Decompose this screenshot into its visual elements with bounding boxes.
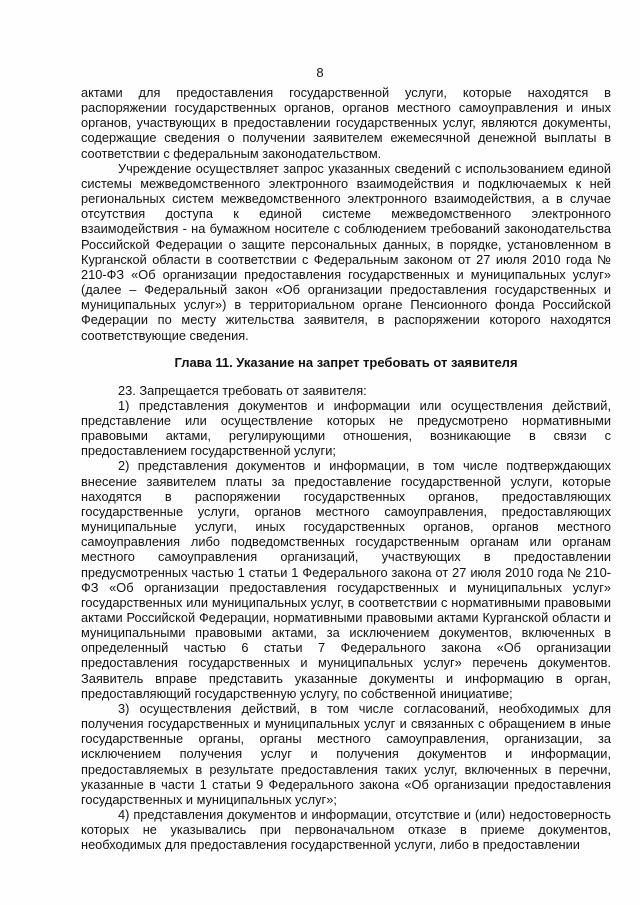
- page-number: 8: [316, 65, 324, 80]
- paragraph-subitem-3: 3) осуществления действий, в том числе согласований, необходимых для получения государственных и муниципальных услуг и связанных с обращением в иные государственные органы, органы местного самоуправления, организации, за исключением получения услуг и получения документов и информации, предоставляемых в результате предоставления таких услуг, включенных в перечни, указанные в части 1 статьи 9 Федерального закона «Об организации предоставления государственных и муниципальных услуг»;: [81, 700, 611, 807]
- paragraph-subitem-4: 4) представления документов и информации, отсутствие и (или) недостоверность которых не указывались при первоначальном отказе в приеме документов, необходимых для предоставления государственной услуги, либо в предоставлении: [81, 807, 611, 853]
- paragraph-item-23: 23. Запрещается требовать от заявителя:: [118, 382, 367, 398]
- chapter-heading: Глава 11. Указание на запрет требовать от заявителя: [174, 354, 518, 370]
- paragraph-continuation: актами для предоставления государственной услуги, которые находятся в распоряжении государственных органов, органов местного самоуправления и иных органов, участвующих в предоставлении государственных услуг, являются документы, содержащие сведения о получении заявителем ежемесячной денежной выплаты в соответствии с федеральным законодательством.: [81, 85, 611, 161]
- paragraph-subitem-2: 2) представления документов и информации, в том числе подтверждающих внесение заявителем платы за предоставление государственной услуги, которые находятся в распоряжении государственных органов, предоставляющих государственные услуги, органов местного самоуправления, предоставляющих муниципальные услуги, иных государственных органов, органов местного самоуправления либо подведомственных государственным органам или органам местного самоуправления организаций, участвующих в предоставлении предусмотренных частью 1 статьи 1 Федерального закона от 27 июля 2010 года № 210-ФЗ «Об организации предоставления государственных и муниципальных услуг» государственных или муниципальных услуг, в соответствии с нормативными правовыми актами Российской Федерации, нормативными правовыми актами Курганской области и муниципальными правовыми актами, за исключением документов, включенных в определенный частью 6 статьи 7 Федерального закона «Об организации предоставления государственных и муниципальных услуг» перечень документов. Заявитель вправе представить указанные документы и информацию в орган, предоставляющий государственную услугу, по собственной инициативе;: [81, 458, 611, 701]
- paragraph-subitem-1: 1) представления документов и информации или осуществления действий, представление или осуществление которых не предусмотрено нормативными правовыми актами, регулирующими отношения, возникающие в связи с предоставлением государственной услуги;: [81, 397, 611, 459]
- paragraph-request-info: Учреждение осуществляет запрос указанных сведений с использованием единой системы межведомственного электронного взаимодействия и подключаемых к ней региональных систем межведомственного электронного взаимодействия, а в случае отсутствия доступа к единой системе межведомственного электронного взаимодействия - на бумажном носителе с соблюдением требований законодательства Российской Федерации о защите персональных данных, в порядке, установленном в Курганской области в соответствии с Федеральным законом от 27 июля 2010 года № 210-ФЗ «Об организации предоставления государственных и муниципальных услуг» (далее – Федеральный закон «Об организации предоставления государственных и муниципальных услуг») в территориальном органе Пенсионного фонда Российской Федерации по месту жительства заявителя, в распоряжении которого находятся соответствующие сведения.: [81, 160, 611, 343]
- document-body: [81, 85, 611, 853]
